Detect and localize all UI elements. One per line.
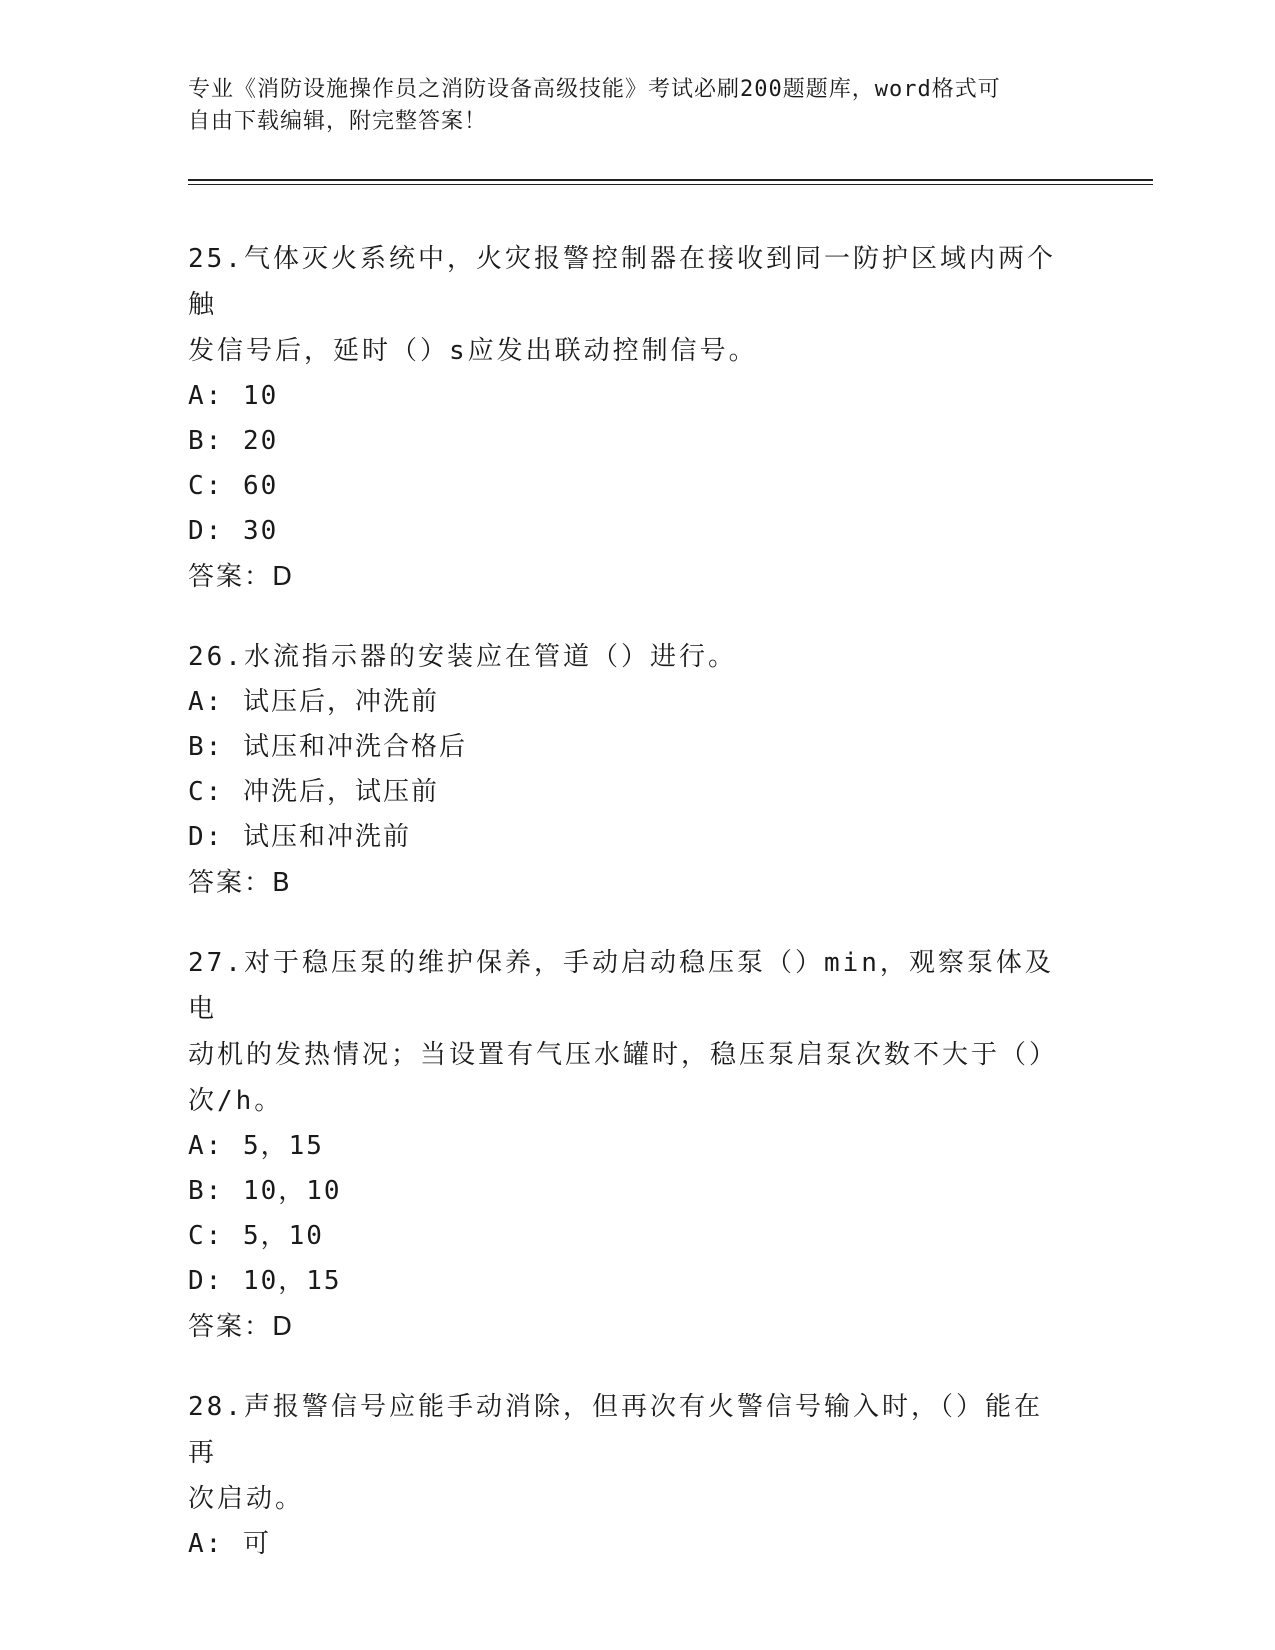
option-text: 60 (242, 471, 279, 501)
option-text: 5，15 (242, 1131, 324, 1161)
option-text: 5，10 (242, 1221, 324, 1251)
stem-line: 发信号后，延时（）s应发出联动控制信号。 (188, 336, 758, 366)
header-line-1: 专业《消防设施操作员之消防设备高级技能》考试必刷200题题库，word格式可 (188, 77, 1001, 102)
option-d (188, 815, 1068, 860)
option-b (188, 725, 1068, 770)
option-letter: D: (188, 516, 224, 546)
option-letter: D: (188, 822, 224, 852)
option-text: 试压后，冲洗前 (242, 687, 439, 717)
question-stem (188, 236, 1068, 374)
option-c (188, 464, 1068, 509)
option-letter: C: (188, 471, 224, 501)
option-letter: B: (188, 426, 224, 456)
question-list (188, 236, 1068, 1601)
option-a (188, 1522, 1068, 1567)
question-26 (188, 634, 1068, 906)
option-text: 试压和冲洗合格后 (242, 732, 467, 762)
option-letter: C: (188, 1221, 224, 1251)
option-letter: B: (188, 1176, 224, 1206)
stem-line: 次/h。 (188, 1086, 284, 1116)
option-text: 冲洗后，试压前 (242, 777, 439, 807)
header-line-2: 自由下载编辑，附完整答案！ (188, 109, 488, 134)
option-letter: A: (188, 687, 224, 717)
stem-line: 28.声报警信号应能手动消除，但再次有火警信号输入时，（）能在再 (188, 1392, 1043, 1468)
option-text: 10，10 (242, 1176, 342, 1206)
question-27 (188, 940, 1068, 1350)
option-a (188, 1124, 1068, 1169)
option-text: 10，15 (242, 1266, 342, 1296)
option-c (188, 1214, 1068, 1259)
option-text: 10 (242, 381, 279, 411)
stem-line: 27.对于稳压泵的维护保养，手动启动稳压泵（）min，观察泵体及电 (188, 948, 1054, 1024)
option-text: 试压和冲洗前 (242, 822, 411, 852)
stem-line: 次启动。 (188, 1484, 305, 1514)
option-letter: A: (188, 381, 224, 411)
option-letter: D: (188, 1266, 224, 1296)
question-stem (188, 1384, 1068, 1522)
option-b (188, 1169, 1068, 1214)
document-header (188, 74, 1068, 138)
stem-line: 25.气体灭火系统中，火灾报警控制器在接收到同一防护区域内两个触 (188, 244, 1056, 320)
option-letter: A: (188, 1131, 224, 1161)
answer-line: 答案：D (188, 1312, 295, 1342)
option-c (188, 770, 1068, 815)
answer-line: 答案：B (188, 868, 292, 898)
option-text: 30 (242, 516, 279, 546)
option-b (188, 419, 1068, 464)
header-divider-thick (188, 179, 1153, 181)
option-letter: C: (188, 777, 224, 807)
stem-line: 26.水流指示器的安装应在管道（）进行。 (188, 642, 737, 672)
header-divider-thin (188, 184, 1153, 185)
option-d (188, 1259, 1068, 1304)
answer-line: 答案：D (188, 562, 295, 592)
question-stem (188, 940, 1068, 1124)
question-28 (188, 1384, 1068, 1567)
option-a (188, 680, 1068, 725)
question-25 (188, 236, 1068, 600)
question-stem (188, 634, 1068, 680)
option-text: 可 (242, 1529, 271, 1559)
option-a (188, 374, 1068, 419)
option-text: 20 (242, 426, 279, 456)
option-letter: B: (188, 732, 224, 762)
option-d (188, 509, 1068, 554)
option-letter: A: (188, 1529, 224, 1559)
stem-line: 动机的发热情况；当设置有气压水罐时，稳压泵启泵次数不大于（） (188, 1040, 1059, 1070)
